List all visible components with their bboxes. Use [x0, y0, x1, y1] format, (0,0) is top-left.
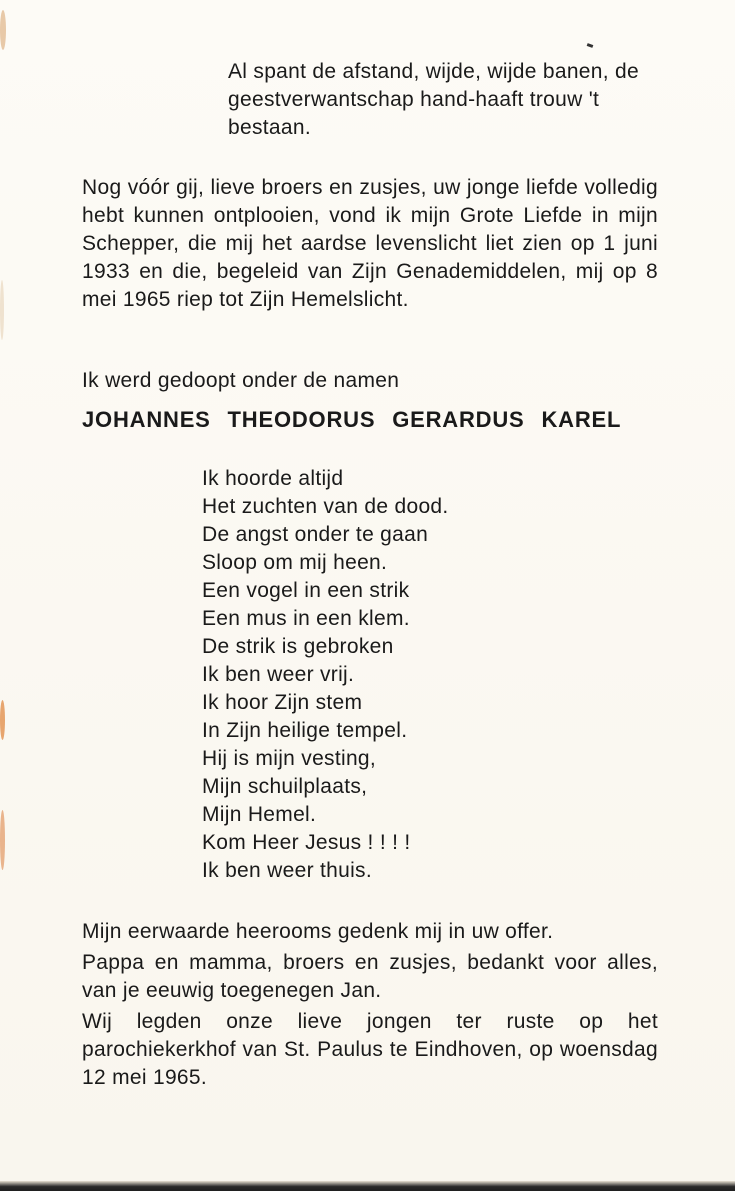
- poem-line: Kom Heer Jesus ! ! ! !: [202, 831, 411, 854]
- paper-stain: [0, 280, 4, 340]
- poem: [202, 465, 622, 885]
- intro-paragraph: Nog vóór gij, lieve broers en zusjes, uw jonge liefde volledig hebt kunnen ontplooien, vond ik mijn Grote Liefde in mijn Schepper, die mij het aardse levenslicht liet zien op 1 juni 1933 en die, begeleid van Zijn Genademiddelen, mij op 8 mei 1965 riep tot Zijn Hemelslicht.: [82, 176, 658, 311]
- poem-line: De angst onder te gaan: [202, 523, 429, 546]
- poem-line: Ik hoorde altijd: [202, 467, 344, 490]
- poem-line: Mijn schuilplaats,: [202, 775, 368, 798]
- card-bottom-edge: [0, 1181, 735, 1191]
- poem-line: Ik ben weer thuis.: [202, 859, 372, 882]
- closing-paragraph-thanks: Pappa en mamma, broers en zusjes, bedankt voor alles, van je eeuwig toegenegen Jan.: [82, 951, 658, 1002]
- paper-stain: [0, 810, 5, 870]
- closing-paragraph-offering: Mijn eerwaarde heerooms gedenk mij in uw offer.: [82, 920, 554, 943]
- poem-line: Ik hoor Zijn stem: [202, 691, 363, 714]
- baptism-line: Ik werd gedoopt onder de namen: [82, 369, 400, 392]
- poem-line: Een mus in een klem.: [202, 607, 410, 630]
- closing-paragraph-burial: Wij legden onze lieve jongen ter ruste op het parochiekerkhof van St. Paulus te Eindhoven, op woensdag 12 mei 1965.: [82, 1010, 658, 1089]
- baptismal-names: JOHANNES THEODORUS GERARDUS KAREL: [82, 407, 622, 432]
- paper-stain: [0, 700, 5, 740]
- poem-line: Mijn Hemel.: [202, 803, 317, 826]
- closing-section: [82, 918, 658, 1095]
- poem-line: Een vogel in een strik: [202, 579, 410, 602]
- paper-stain: [0, 10, 6, 50]
- poem-line: Ik ben weer vrij.: [202, 663, 355, 686]
- poem-line: Het zuchten van de dood.: [202, 495, 449, 518]
- ink-mark: [587, 43, 594, 48]
- poem-line: Sloop om mij heen.: [202, 551, 388, 574]
- poem-line: In Zijn heilige tempel.: [202, 719, 408, 742]
- motto-verse: Al spant de afstand, wijde, wijde banen, de geestverwantschap hand-haaft trouw 't bestaan.: [228, 60, 639, 139]
- poem-line: Hij is mijn vesting,: [202, 747, 377, 770]
- poem-line: De strik is gebroken: [202, 635, 394, 658]
